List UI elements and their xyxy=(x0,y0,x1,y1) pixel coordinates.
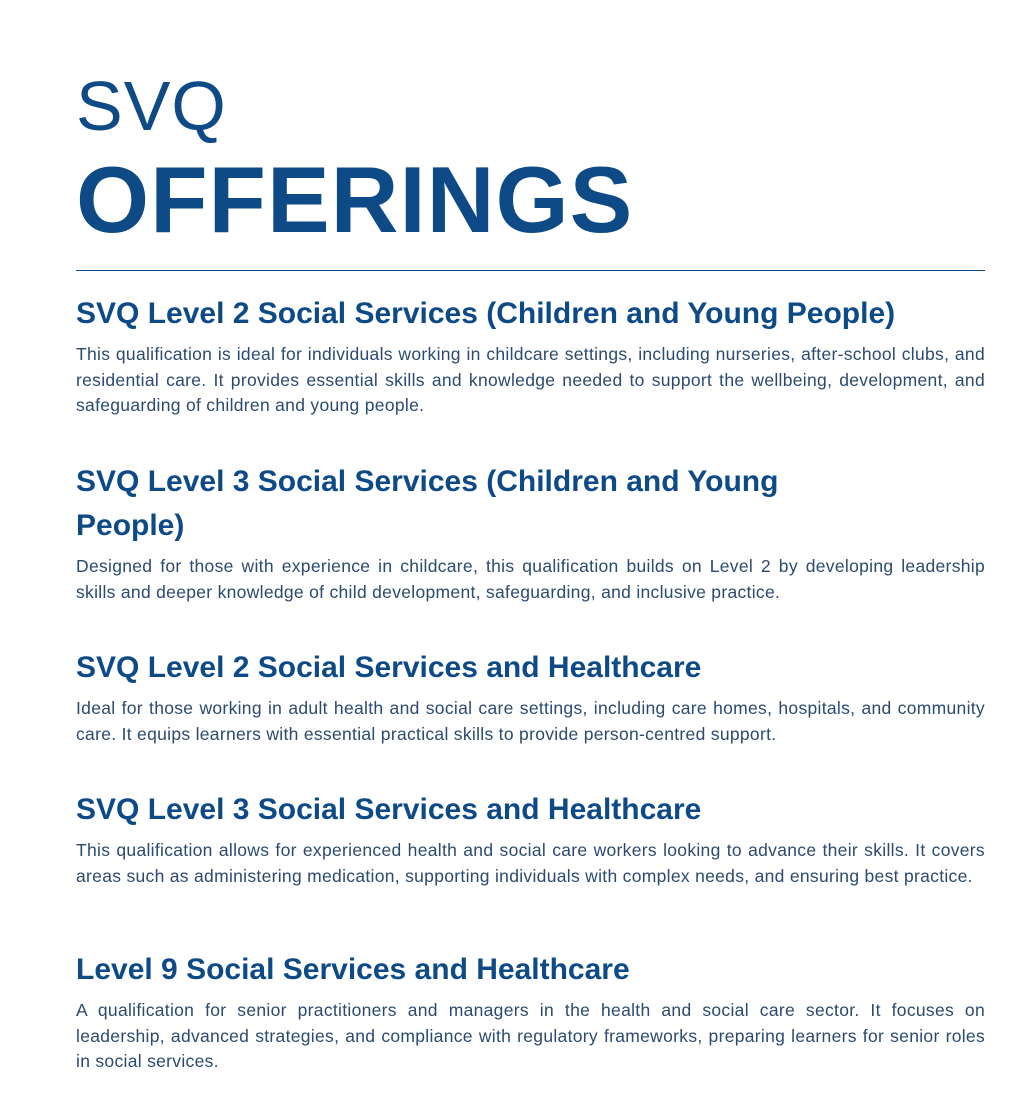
offering-heading: SVQ Level 2 Social Services (Children and Young People) xyxy=(76,297,896,330)
offering-description: This qualification is ideal for individuals working in childcare settings, including nurseries, after-school clubs, and residential care. It provides essential skills and knowledge needed to support the wellbeing, development, and safeguarding of children and young people. xyxy=(76,344,985,415)
offering-description: Ideal for those working in adult health and social care settings, including care homes, hospitals, and community care. It equips learners with essential practical skills to provide person-centred support. xyxy=(76,698,985,744)
offering-heading: SVQ Level 2 Social Services and Healthcare xyxy=(76,651,702,684)
offering-description: A qualification for senior practitioners and managers in the health and social care sector. It focuses on leadership, advanced strategies, and compliance with regulatory frameworks, preparing learners for senior roles in social services. xyxy=(76,1000,985,1071)
offering-svq-level-2-healthcare xyxy=(76,646,985,747)
title-line-2: OFFERINGS xyxy=(76,147,634,252)
offering-level-9-healthcare xyxy=(76,948,985,1075)
offering-description: This qualification allows for experienced health and social care workers looking to advance their skills. It covers areas such as administering medication, supporting individuals with complex needs, and ensuring best practice. xyxy=(76,840,985,886)
offering-svq-level-3-healthcare xyxy=(76,788,985,889)
offering-heading: SVQ Level 3 Social Services and Healthcare xyxy=(76,793,702,826)
offering-description: Designed for those with experience in childcare, this qualification builds on Level 2 by developing leadership skills and deeper knowledge of child development, safeguarding, and inclusive practice. xyxy=(76,556,985,602)
title-line-1: SVQ xyxy=(76,67,227,145)
offering-svq-level-3-children xyxy=(76,460,985,605)
title-divider xyxy=(76,270,985,271)
offering-heading: Level 9 Social Services and Healthcare xyxy=(76,953,630,986)
offering-heading: SVQ Level 3 Social Services (Children and Young People) xyxy=(76,465,779,542)
offering-svq-level-2-children xyxy=(76,292,985,419)
